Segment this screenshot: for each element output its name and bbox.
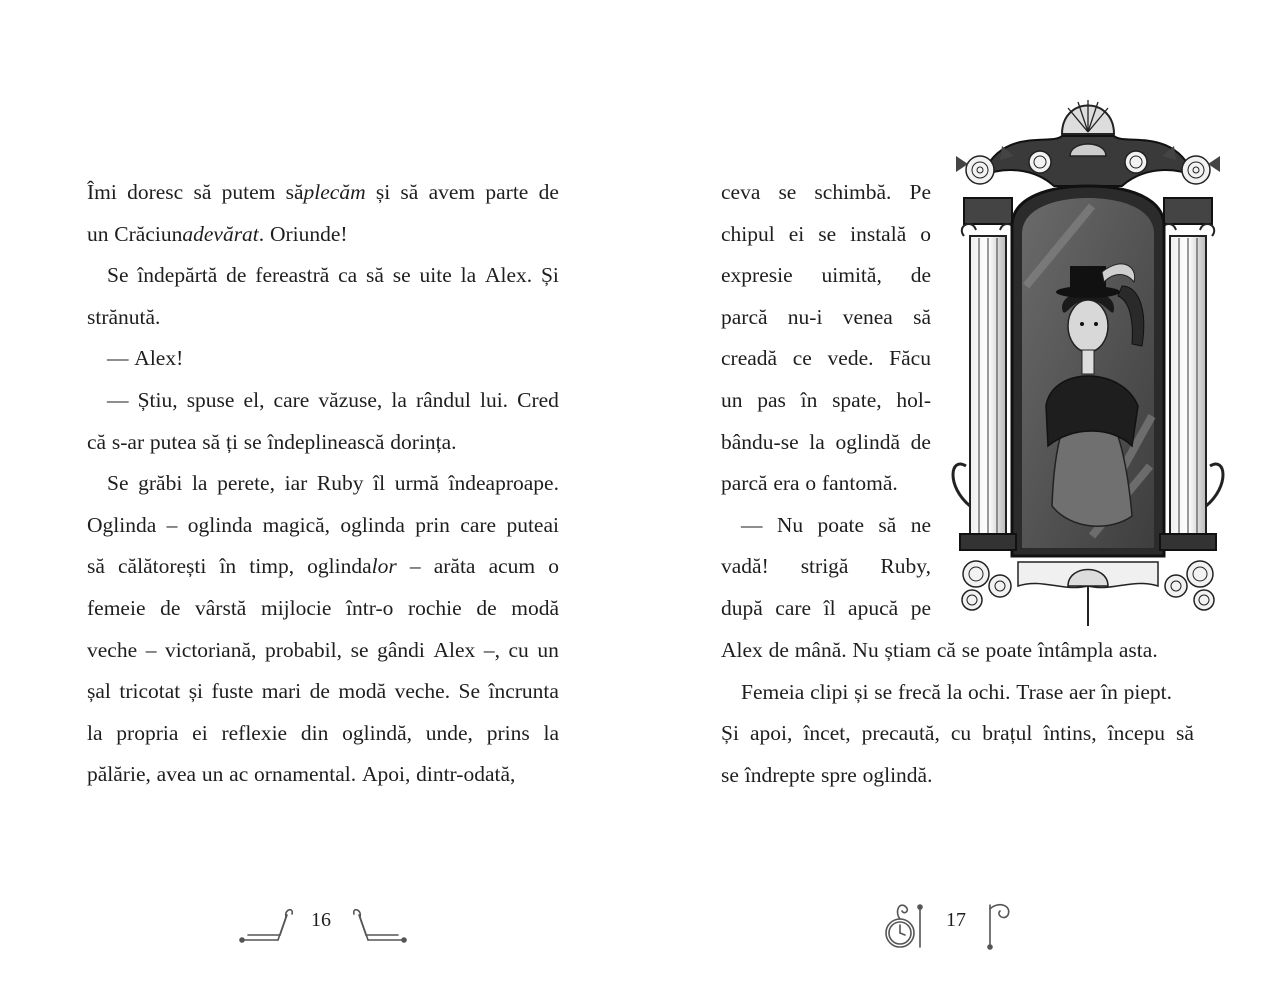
word: de [160, 595, 181, 620]
word: oglindă, [342, 720, 412, 745]
word: perete, [217, 471, 275, 496]
text-line [721, 338, 931, 380]
left-folio [238, 897, 408, 953]
word: poate [817, 512, 865, 537]
word: îndeaproape. [448, 471, 559, 496]
text-line [721, 588, 931, 630]
word: parcă [721, 471, 768, 496]
word: încet, [803, 721, 851, 746]
word: la [946, 679, 963, 704]
word: se [721, 762, 739, 787]
word: rochie [407, 595, 462, 620]
word: – [166, 512, 178, 537]
word: vârstă [195, 595, 247, 620]
word: oglinda [187, 512, 253, 537]
word: spre [820, 762, 857, 787]
word: că [87, 429, 107, 454]
word: ornamental. [254, 762, 357, 787]
word: să [87, 554, 105, 579]
word: avea [156, 762, 197, 787]
word: Ruby, [880, 554, 931, 579]
word: la [191, 471, 208, 496]
word: apucă [848, 595, 899, 620]
text-line [721, 422, 931, 464]
word: nu-i [787, 304, 823, 329]
word: de [476, 595, 497, 620]
word: Și [721, 721, 739, 746]
word: veche. [394, 679, 451, 704]
word: clipi [810, 679, 849, 704]
word: iar [284, 471, 308, 496]
word: parcă [721, 304, 768, 329]
word: și [854, 679, 869, 704]
word: precaută, [861, 721, 940, 746]
text-line [87, 172, 559, 214]
word: gândi [377, 637, 425, 662]
word: să [400, 180, 419, 204]
word: Trase [1016, 679, 1064, 704]
word: un [201, 762, 224, 787]
word: care [460, 512, 497, 537]
text-line [87, 463, 559, 505]
text-line [721, 546, 931, 588]
text-line [721, 255, 931, 297]
word: oglindă. [862, 762, 933, 787]
word: era [773, 471, 800, 496]
word: Oglinda [87, 512, 157, 537]
word: hol- [896, 387, 931, 412]
text-line [87, 671, 559, 713]
word: să [366, 263, 384, 288]
word: de [768, 638, 789, 662]
word: — [107, 387, 129, 412]
word: să [193, 180, 212, 204]
word: vadă! [721, 554, 769, 579]
word: de [910, 263, 931, 288]
word: frecă [897, 679, 941, 704]
text-line [721, 505, 931, 547]
word: cu [508, 637, 529, 662]
word: se [874, 679, 893, 704]
word: rândul [415, 387, 471, 412]
word: strănută. [87, 304, 161, 329]
word: de [538, 180, 559, 204]
word: probabil, [264, 637, 342, 662]
word: Alex [721, 638, 763, 662]
text-line [87, 255, 559, 297]
word: oglindalor [307, 554, 397, 579]
text-line [721, 172, 931, 214]
word: parte [485, 180, 529, 204]
word: să [913, 304, 931, 329]
word: întâmpla [1037, 638, 1114, 662]
word: și [375, 180, 391, 204]
right-page-wrapped-text [721, 172, 931, 630]
word: prin [415, 512, 450, 537]
word: la [460, 263, 477, 288]
text-line [87, 754, 559, 796]
text-line [721, 713, 1194, 755]
word: încrunta [488, 679, 559, 704]
word: la [391, 387, 407, 412]
word: prins [486, 720, 530, 745]
right-page-body [721, 630, 1194, 796]
word: o [548, 554, 559, 579]
word: Apoi, [361, 762, 411, 787]
word: unde, [425, 720, 473, 745]
word: strigă [800, 554, 849, 579]
page-number: 17 [946, 909, 966, 931]
word: Oriunde! [269, 221, 348, 246]
word: se [778, 180, 797, 204]
word: Și [540, 263, 559, 288]
word: care [775, 595, 812, 620]
word: și [188, 679, 204, 704]
word: putea [149, 429, 197, 454]
word: care [273, 387, 310, 412]
word: expresie [721, 263, 793, 288]
text-line [721, 672, 1194, 714]
word: în [219, 554, 237, 579]
word: s-ar [111, 429, 145, 454]
word: o [805, 471, 817, 496]
word: victoriană, [165, 637, 257, 662]
text-line [87, 422, 559, 464]
left-page-body [87, 172, 559, 796]
word: ochi. [968, 679, 1011, 704]
word: el, [243, 387, 265, 412]
word: reflexie [221, 720, 288, 745]
text-line [87, 338, 559, 380]
word: de [910, 429, 931, 454]
word: mijlocie [260, 595, 332, 620]
word: după [721, 595, 763, 620]
word: îndeplinească [267, 429, 385, 454]
ornate-mirror-icon [942, 86, 1234, 638]
mirror-illustration [942, 86, 1234, 638]
word: ne [910, 512, 931, 537]
word: apoi, [749, 721, 793, 746]
word: dintr-odată, [416, 762, 516, 787]
text-line [87, 380, 559, 422]
word: avem [428, 180, 476, 204]
word: într-o [346, 595, 394, 620]
word: schimbă. [814, 180, 892, 204]
word: spuse [186, 387, 235, 412]
right-folio [880, 897, 1030, 953]
word: de [309, 679, 330, 704]
word: tricotat [119, 679, 181, 704]
word: modă [511, 595, 559, 620]
word: un [721, 387, 743, 412]
word: Se [458, 679, 481, 704]
text-line [87, 297, 559, 339]
word: Nu [852, 638, 879, 662]
word: Pe [909, 180, 931, 204]
word: uimită, [821, 263, 882, 288]
word: ca [338, 263, 358, 288]
page-number: 16 [311, 909, 331, 931]
word: se [961, 638, 980, 662]
word: Îmi [87, 180, 117, 204]
word: pălărie, [87, 762, 151, 787]
word: bându-se [721, 429, 799, 454]
word: brațul [982, 721, 1033, 746]
word: îndepărtă [137, 263, 218, 288]
word: îndrepte [744, 762, 816, 787]
word: văzuse, [318, 387, 383, 412]
word: un [537, 637, 559, 662]
word: oglindă [835, 429, 900, 454]
word: – [145, 637, 157, 662]
word: doresc [127, 180, 184, 204]
text-line [87, 214, 559, 256]
text-line [721, 214, 931, 256]
word: din [300, 720, 329, 745]
word: săplecăm [285, 180, 366, 204]
word: magică, [262, 512, 331, 537]
word: acum [488, 554, 536, 579]
word: că [936, 638, 956, 662]
word: Alex [433, 637, 476, 662]
word: Se [107, 263, 129, 288]
word: — [741, 512, 763, 537]
word: Alex! [134, 346, 184, 371]
word: Știu, [137, 387, 178, 412]
word: mână. [794, 638, 847, 662]
word: mari [261, 679, 302, 704]
word: la [87, 720, 103, 745]
word: o [920, 221, 931, 246]
text-line [87, 505, 559, 547]
word: un [87, 221, 109, 246]
word: spate, [832, 387, 882, 412]
word: venea [842, 304, 893, 329]
text-line [87, 588, 559, 630]
word: îl [373, 471, 386, 496]
word: puteai [506, 512, 559, 537]
word: în [1101, 679, 1118, 704]
word: șal [87, 679, 111, 704]
word: ei [788, 221, 805, 246]
word: Ruby [316, 471, 364, 496]
word: se [392, 263, 411, 288]
word: să [878, 512, 897, 537]
text-line [87, 713, 559, 755]
word: –, [483, 637, 500, 662]
word: uite [419, 263, 452, 288]
word: întins, [1043, 721, 1097, 746]
word: se [818, 221, 837, 246]
word: Făcu [889, 346, 931, 371]
word: la [809, 429, 825, 454]
word: chipul [721, 221, 775, 246]
word: — [107, 346, 129, 371]
word: Femeia [741, 679, 805, 704]
word: instală [850, 221, 907, 246]
word: ce [792, 346, 812, 371]
word: ei [192, 720, 208, 745]
word: Cred [517, 387, 559, 412]
word: urmă [394, 471, 439, 496]
word: Nu [776, 512, 804, 537]
word: modă [338, 679, 387, 704]
word: creadă [721, 346, 778, 371]
word: ți [226, 429, 238, 454]
word: pas [757, 387, 786, 412]
word: Se [107, 471, 129, 496]
word: Crăciunadevărat. [114, 221, 265, 246]
word: în [800, 387, 818, 412]
word: vede. [827, 346, 874, 371]
word: timp, [249, 554, 295, 579]
word: fantomă. [821, 471, 898, 496]
word: propria [116, 720, 179, 745]
word: grăbi [138, 471, 183, 496]
text-line [721, 463, 931, 505]
word: la [543, 720, 559, 745]
word: fuste [211, 679, 254, 704]
word: știam [884, 638, 932, 662]
word: pe [910, 595, 931, 620]
word: lui. [479, 387, 509, 412]
word: femeie [87, 595, 146, 620]
word: – [409, 554, 421, 579]
text-line [721, 380, 931, 422]
word: putem [221, 180, 276, 204]
word: cu [950, 721, 972, 746]
word: aer [1069, 679, 1096, 704]
word: veche [87, 637, 138, 662]
text-line [87, 630, 559, 672]
word: dorința. [390, 429, 457, 454]
word: asta. [1118, 638, 1158, 662]
word: Alex. [484, 263, 533, 288]
text-line [721, 297, 931, 339]
word: îl [823, 595, 836, 620]
word: începu [1107, 721, 1165, 746]
text-line [721, 755, 1194, 797]
text-line [87, 546, 559, 588]
word: călătorești [118, 554, 207, 579]
word: arăta [433, 554, 476, 579]
word: fereastră [255, 263, 330, 288]
word: să [202, 429, 221, 454]
word: oglinda [340, 512, 405, 537]
word: piept. [1123, 679, 1172, 704]
word: de [226, 263, 247, 288]
word: ceva [721, 180, 761, 204]
word: ac [229, 762, 249, 787]
word: se [243, 429, 262, 454]
word: poate [985, 638, 1033, 662]
word: se [350, 637, 369, 662]
word: să [1176, 721, 1194, 746]
